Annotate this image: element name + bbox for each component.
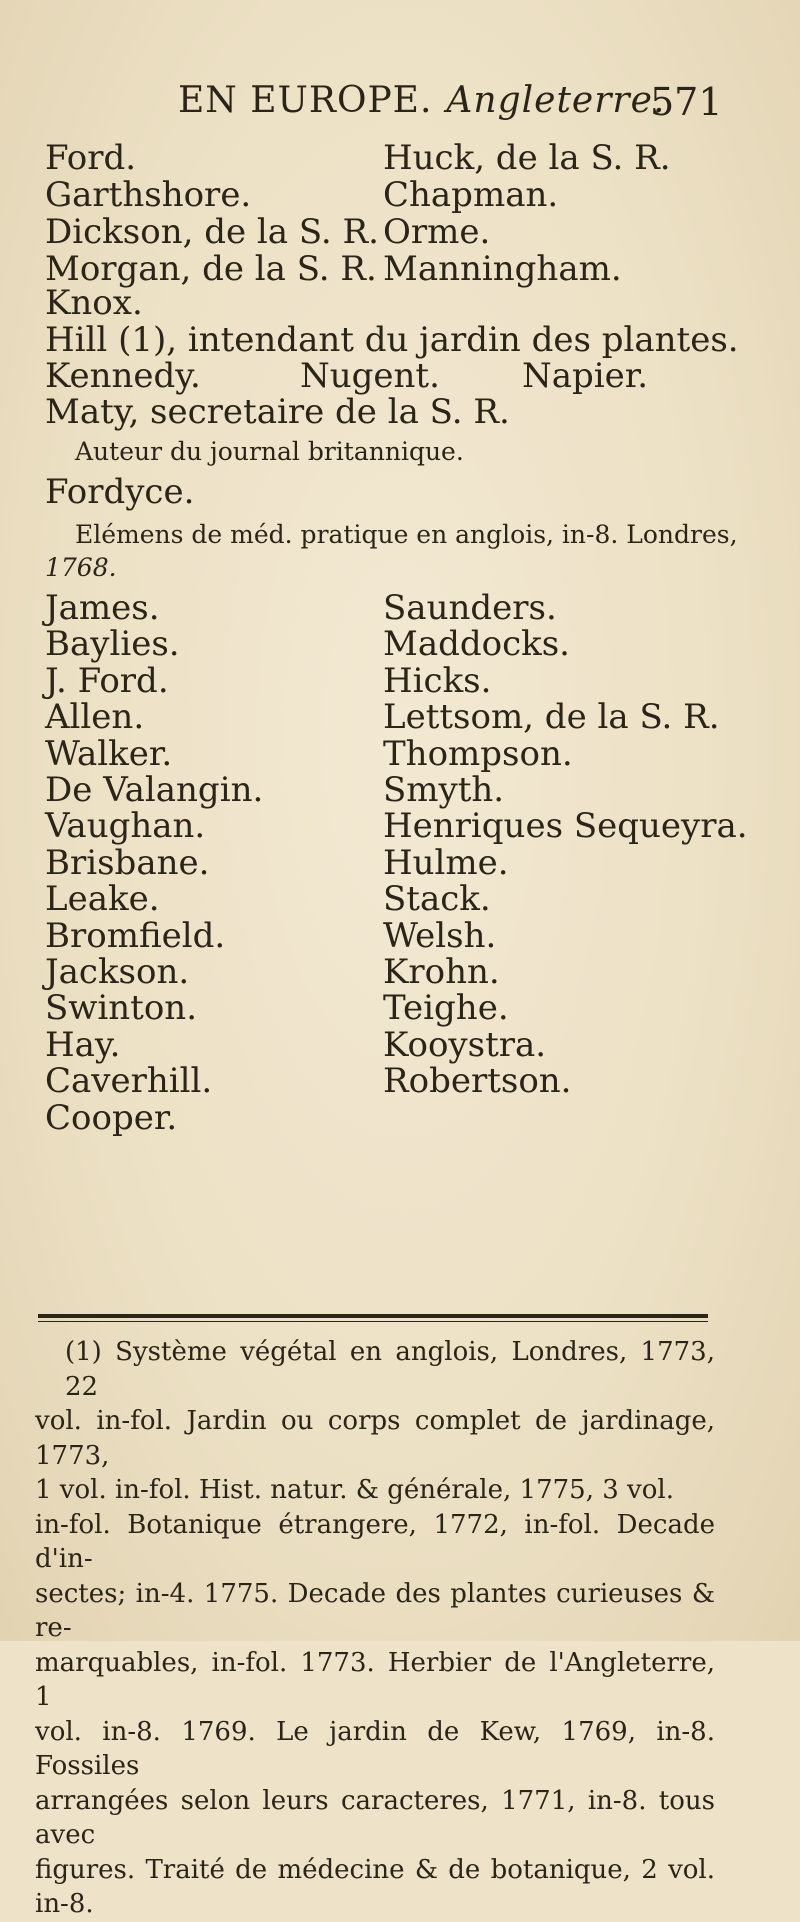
footnote-line: in-fol. Botanique étrangere, 1772, in-fol. Decade d'in-: [35, 1509, 715, 1574]
list-item-right: Saunders.: [383, 588, 557, 628]
list-item-left: Vaughan.: [45, 806, 206, 847]
footnote-line: 1 vol. in-fol. Hist. natur. & générale, 1775, 3 vol.: [35, 1475, 674, 1505]
list-item-right: Thompson.: [383, 733, 573, 774]
list-item-left: Brisbane.: [45, 842, 210, 883]
list-item-left: De Valangin.: [45, 770, 264, 810]
entry-right: Manningham.: [383, 249, 622, 289]
entry-right: Orme.: [383, 212, 491, 252]
page-number: 571: [650, 80, 723, 124]
entry-right: Huck, de la S. R.: [383, 138, 671, 178]
running-title: EN EUROPE. Angleterre.: [178, 80, 666, 121]
list-item-left: Walker.: [45, 733, 173, 774]
entry-hill: Hill (1), intendant du jardin des plantes.: [45, 320, 739, 360]
list-item-right: Kooystra.: [383, 1024, 547, 1065]
list-item-right: Stack.: [383, 879, 491, 920]
list-item-left: Allen.: [45, 697, 145, 738]
list-item-left: J. Ford.: [45, 660, 169, 701]
list-item-right: Henriques Sequeyra.: [383, 806, 748, 847]
list-item-right: Robertson.: [383, 1061, 572, 1102]
list-item-right: Krohn.: [383, 952, 500, 992]
footnote-line: figures. Traité de médecine & de botanique, 2 vol. in-8.: [35, 1854, 715, 1919]
entry-left: Garthshore.: [45, 175, 252, 215]
list-item-right: Hulme.: [383, 842, 509, 883]
entry-right: Chapman.: [383, 175, 559, 215]
list-item-right: Welsh.: [383, 915, 497, 956]
entry-left: Knox.: [45, 283, 143, 323]
footnote-line: vol. in-fol. Jardin ou corps complet de jardinage, 1773,: [35, 1406, 715, 1471]
list-item-right: Lettsom, de la S. R.: [383, 697, 720, 738]
running-subtitle: Angleterre.: [446, 80, 666, 121]
entry-left: Dickson, de la S. R.: [45, 212, 379, 252]
list-item-left: Bromfield.: [45, 915, 226, 956]
footnote-line: vol. in-8. 1769. Le jardin de Kew, 1769, in-8. Fossiles: [35, 1716, 715, 1781]
list-item-left: Jackson.: [45, 952, 190, 992]
entry-nugent: Nugent.: [300, 356, 440, 396]
footnote-rule: [38, 1314, 708, 1318]
list-item-right: Teighe.: [383, 988, 509, 1029]
entry-left: Ford.: [45, 138, 137, 178]
footnote-line: sectes; in-4. 1775. Decade des plantes curieuses & re-: [35, 1578, 715, 1643]
list-item-right: Smyth.: [383, 770, 505, 810]
footnote-line: marquables, in-fol. 1773. Herbier de l'Angleterre, 1: [35, 1647, 715, 1712]
entry-kennedy: Kennedy.: [45, 356, 201, 396]
entry-fordyce: Fordyce.: [45, 472, 195, 512]
entry-napier: Napier.: [522, 356, 649, 396]
list-item-left: Baylies.: [45, 624, 180, 665]
entry-note-year: 1768.: [45, 553, 117, 582]
list-item-left: James.: [45, 588, 160, 628]
list-item-left: Leake.: [45, 879, 160, 920]
entry-maty: Maty, secretaire de la S. R.: [45, 392, 510, 432]
entry-note: Elémens de méd. pratique en anglois, in-8. Londres,: [75, 520, 738, 549]
footnote-line: (1) Système végétal en anglois, Londres, 1773, 22: [65, 1337, 715, 1402]
running-header: [0, 70, 800, 130]
list-item-right: Maddocks.: [383, 624, 570, 665]
list-item-left: Cooper.: [45, 1097, 178, 1138]
list-item-left: Hay.: [45, 1024, 121, 1065]
footnote-line: arrangées selon leurs caracteres, 1771, in-8. tous avec: [35, 1785, 715, 1850]
list-item-left: Swinton.: [45, 988, 198, 1029]
list-item-left: Caverhill.: [45, 1061, 213, 1102]
entry-note: Auteur du journal britannique.: [75, 437, 464, 466]
footnote: [35, 1335, 715, 1922]
entry-left: Morgan, de la S. R.: [45, 249, 377, 289]
list-item-right: Hicks.: [383, 660, 492, 701]
footnote-rule-thin: [38, 1321, 708, 1322]
